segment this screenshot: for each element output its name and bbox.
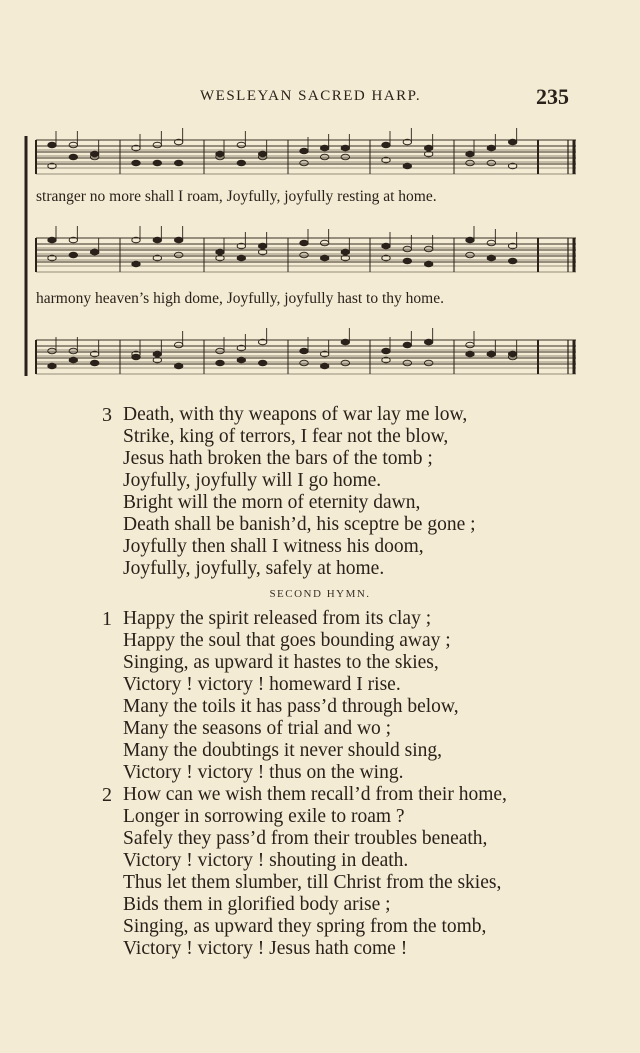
verse-line: Death shall be banish’d, his sceptre be gone ; <box>123 514 476 535</box>
verse-number: 1 <box>102 608 112 630</box>
verse-line: Bright will the morn of eternity dawn, <box>123 492 421 513</box>
verse-line: Singing, as upward it hastes to the skies, <box>123 652 439 673</box>
page-number: 235 <box>536 84 569 109</box>
verse-line: Thus let them slumber, till Christ from the skies, <box>123 872 502 893</box>
lyric-line-1: stranger no more shall I roam, Joyfully, joyfully resting at home. <box>36 188 437 205</box>
verse-line: Many the seasons of trial and wo ; <box>123 718 392 739</box>
verse-line: Happy the spirit released from its clay ; <box>123 608 432 629</box>
verse-line: Victory ! victory ! homeward I rise. <box>123 674 401 695</box>
verse-line: Victory ! victory ! thus on the wing. <box>123 762 404 783</box>
verse-line: Joyfully then shall I witness his doom, <box>123 536 424 557</box>
verse-line: Joyfully, joyfully, safely at home. <box>123 558 385 579</box>
verse-line: Many the toils it has pass’d through below, <box>123 696 459 717</box>
lyric-line-2: harmony heaven’s high dome, Joyfully, joyfully hast to thy home. <box>36 290 444 307</box>
verse-line: Happy the soul that goes bounding away ; <box>123 630 451 651</box>
section-title: SECOND HYMN. <box>269 588 371 600</box>
verse-line: Joyfully, joyfully will I go home. <box>123 470 382 491</box>
verse-line: Singing, as upward they spring from the tomb, <box>123 916 487 937</box>
verse-line: Jesus hath broken the bars of the tomb ; <box>123 448 433 469</box>
verse-line: Safely they pass’d from their troubles beneath, <box>123 828 488 849</box>
verse-line: Many the doubtings it never should sing, <box>123 740 443 761</box>
verse-line: Victory ! victory ! Jesus hath come ! <box>123 938 408 959</box>
verse-number: 2 <box>102 784 112 806</box>
verse-line: How can we wish them recall’d from their home, <box>123 784 507 805</box>
verse-number: 3 <box>102 404 112 426</box>
verse-line: Death, with thy weapons of war lay me low, <box>123 404 468 425</box>
music-score <box>24 126 584 386</box>
verse-line: Victory ! victory ! shouting in death. <box>123 850 409 871</box>
running-head: WESLEYAN SACRED HARP. <box>200 88 422 104</box>
verse-line: Bids them in glorified body arise ; <box>123 894 391 915</box>
verse-line: Longer in sorrowing exile to roam ? <box>123 806 405 827</box>
verse-line: Strike, king of terrors, I fear not the blow, <box>123 426 449 447</box>
